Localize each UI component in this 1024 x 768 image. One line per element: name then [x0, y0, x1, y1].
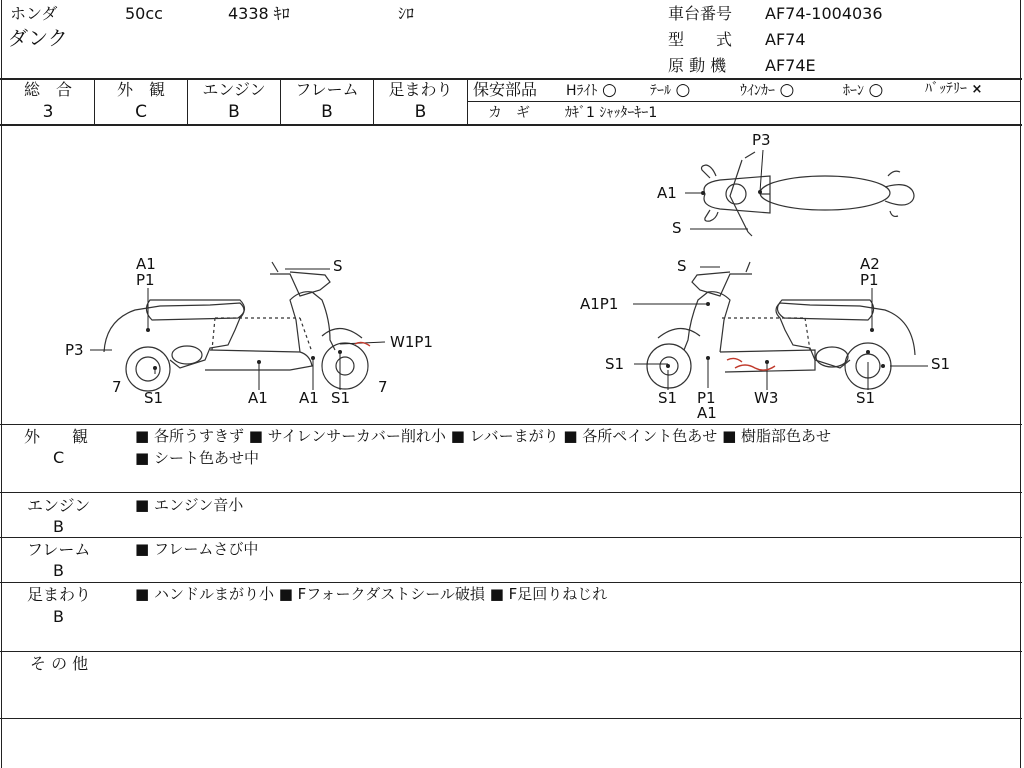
mileage: 4338 ｷﾛ: [228, 4, 290, 23]
grade-label-exterior: 外 観: [116, 80, 165, 99]
label-left-a1-center: A1: [299, 389, 319, 407]
label-right-s1-rear: S1: [856, 389, 876, 407]
leader-lines: [90, 150, 928, 390]
section-frame-grade: B: [53, 561, 64, 580]
frame-no-value: AF74-1004036: [765, 4, 883, 23]
safety-winker: [740, 82, 794, 99]
label-right-p1-bottom: P1: [697, 389, 716, 407]
label-left-7-left: 7: [112, 378, 122, 396]
safety-tail-mark: ○: [675, 80, 691, 100]
label-top-p3: P3: [752, 131, 771, 149]
scooter-top-view: [702, 152, 915, 236]
grade-label-total: 総 合: [23, 80, 72, 99]
grade-value-total: 3: [42, 102, 54, 122]
section-frame-title: フレーム: [27, 540, 91, 559]
safety-horn: [843, 82, 883, 99]
type-label: 型 式: [668, 30, 733, 49]
grade-label-suspension: 足まわり: [388, 80, 453, 99]
section-line-4: [0, 651, 1022, 652]
section-line-5: [0, 718, 1022, 719]
safety-headlight-name: Hﾗｲﾄ: [566, 83, 598, 99]
maker: ホンダ: [10, 4, 58, 23]
label-left-p1: P1: [136, 271, 155, 289]
label-top-a1: A1: [657, 184, 677, 202]
label-left-7-right: 7: [378, 378, 388, 396]
label-left-p3: P3: [65, 341, 84, 359]
label-right-s: S: [677, 257, 687, 275]
label-right-a1p1: A1P1: [580, 295, 619, 313]
type-value: AF74: [765, 30, 806, 49]
section-line-3: [0, 582, 1022, 583]
label-left-s: S: [333, 257, 343, 275]
safety-headlight: [566, 82, 617, 99]
safety-tail: [650, 82, 690, 99]
grade-label-engine: エンジン: [202, 80, 266, 99]
section-exterior-title: 外 観: [24, 427, 89, 446]
grade-value-exterior: C: [135, 102, 147, 122]
section-suspension-grade: B: [53, 607, 64, 626]
label-right-s1-bottom: S1: [658, 389, 678, 407]
safety-horn-name: ﾎｰﾝ: [843, 83, 864, 99]
grade-value-engine: B: [228, 102, 240, 122]
safety-horn-mark: ○: [868, 80, 884, 100]
frame-no-label: 車台番号: [668, 4, 733, 23]
safety-battery-name: ﾊﾞｯﾃﾘｰ: [925, 81, 967, 97]
key-label: カ ギ: [488, 105, 530, 121]
section-engine-title: エンジン: [27, 496, 91, 515]
safety-battery: [925, 82, 982, 96]
label-left-w1p1: W1P1: [390, 333, 433, 351]
label-right-a2: A2: [860, 255, 880, 273]
label-left-s1-left: S1: [144, 389, 164, 407]
key-value: ｶｷﾞ1 ｼｬｯﾀｰｷｰ1: [565, 105, 658, 121]
grade-label-frame: フレーム: [295, 80, 359, 99]
safety-mid-line: [467, 101, 1021, 102]
label-right-p1: P1: [860, 271, 879, 289]
label-dots: [146, 190, 885, 373]
grade-sep-5: [467, 78, 468, 125]
displacement: 50cc: [125, 4, 163, 23]
label-right-s1-left: S1: [605, 355, 625, 373]
label-right-w3: W3: [754, 389, 779, 407]
safety-tail-name: ﾃｰﾙ: [650, 83, 671, 99]
color: ｼﾛ: [398, 4, 415, 23]
section-engine-grade: B: [53, 517, 64, 536]
engine-value: AF74E: [765, 56, 816, 75]
section-exterior-grade: C: [53, 448, 65, 467]
label-left-s1-center: S1: [331, 389, 351, 407]
label-left-a1-bottom: A1: [248, 389, 268, 407]
section-line-1: [0, 492, 1022, 493]
section-exterior-note-1: ■ 各所うすきず ■ サイレンサーカバー削れ小 ■ レバーまがり ■ 各所ペイント色あせ ■ 樹脂部色あせ: [135, 427, 832, 445]
safety-winker-name: ｳｲﾝｶｰ: [740, 83, 775, 99]
safety-label: 保安部品: [473, 80, 538, 99]
label-left-a1: A1: [136, 255, 156, 273]
section-suspension-note-1: ■ ハンドルまがり小 ■ Fフォークダストシール破損 ■ F足回りねじれ: [135, 585, 608, 603]
label-right-a1-bottom: A1: [697, 404, 717, 422]
safety-battery-mark: ×: [971, 82, 983, 97]
grade-value-suspension: B: [414, 102, 427, 122]
section-other-title: そ の 他: [30, 654, 89, 673]
diagram-bottom-line: [0, 424, 1022, 425]
model-name: ダンク: [8, 26, 68, 50]
safety-headlight-mark: ○: [601, 80, 617, 100]
section-frame-note-1: ■ フレームさび中: [135, 540, 259, 558]
section-engine-note-1: ■ エンジン音小: [135, 496, 244, 514]
label-top-s: S: [672, 219, 682, 237]
section-exterior-note-2: ■ シート色あせ中: [135, 449, 259, 467]
grade-value-frame: B: [321, 102, 333, 122]
safety-winker-mark: ○: [779, 80, 795, 100]
section-suspension-title: 足まわり: [27, 585, 92, 604]
engine-label: 原 動 機: [668, 56, 727, 75]
section-line-2: [0, 537, 1022, 538]
label-right-s1-right: S1: [931, 355, 951, 373]
